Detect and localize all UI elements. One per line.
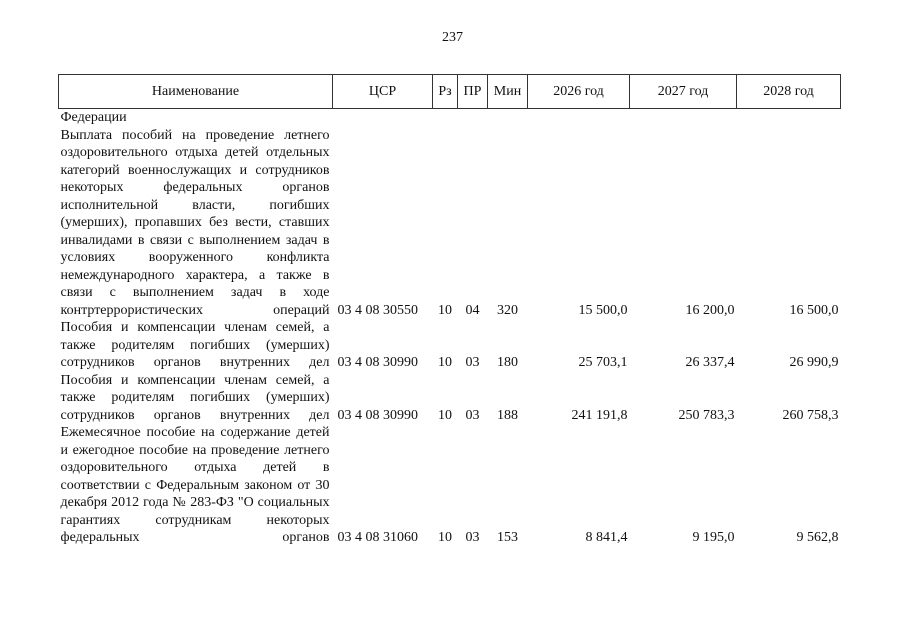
row-2026: 25 703,1 bbox=[578, 355, 628, 370]
continuation-row bbox=[59, 109, 841, 127]
row-pr: 04 bbox=[465, 302, 480, 318]
row-csr: 03 4 08 30990 bbox=[337, 355, 418, 370]
row-2027: 250 783,3 bbox=[678, 407, 735, 423]
row-name: Выплата пособий на проведение летнего оздоровительного отдыха детей отдельных категорий военнослужащих и сотрудников некоторых федеральных органов исполнительной власти, погибших (умерших), пропавших без вести, ставших инвалидами в связи с выполнением задач в условиях вооруженного конфликта немеждународного характера, а также в связи с выполнением задач в ходе контртеррористических операций bbox=[60, 127, 330, 318]
header-csr: ЦСР bbox=[333, 75, 433, 109]
row-min: 153 bbox=[497, 530, 518, 545]
row-min: 320 bbox=[497, 302, 518, 318]
row-rz: 10 bbox=[438, 530, 452, 545]
page-number: 237 bbox=[442, 30, 463, 45]
row-pr: 03 bbox=[465, 407, 480, 423]
row-csr: 03 4 08 31060 bbox=[337, 530, 418, 545]
row-2028: 260 758,3 bbox=[782, 407, 839, 423]
table-header bbox=[59, 75, 841, 109]
budget-table bbox=[58, 74, 841, 547]
row-rz: 10 bbox=[438, 355, 452, 370]
table-row bbox=[59, 127, 841, 320]
row-csr: 03 4 08 30550 bbox=[337, 302, 418, 318]
header-2027: 2027 год bbox=[630, 75, 737, 109]
header-rz: Рз bbox=[433, 75, 458, 109]
row-name: Пособия и компенсации членам семей, а также родителям погибших (умерших) сотрудников органов внутренних дел bbox=[60, 320, 330, 370]
row-name: Пособия и компенсации членам семей, а также родителям погибших (умерших) сотрудников органов внутренних дел bbox=[60, 372, 330, 423]
table-row bbox=[59, 424, 841, 547]
header-name: Наименование bbox=[59, 75, 333, 109]
header-min: Мин bbox=[488, 75, 528, 109]
continuation-text: Федерации bbox=[60, 110, 127, 125]
row-min: 188 bbox=[497, 407, 518, 423]
row-2027: 16 200,0 bbox=[685, 302, 735, 318]
header-pr: ПР bbox=[458, 75, 488, 109]
row-rz: 10 bbox=[438, 302, 452, 318]
row-2028: 26 990,9 bbox=[789, 355, 839, 370]
row-2028: 9 562,8 bbox=[796, 530, 839, 545]
row-name: Ежемесячное пособие на содержание детей и ежегодное пособие на проведение летнего оздоровительного отдыха детей в соответствии с Федеральным законом от 30 декабря 2012 года № 283-ФЗ "О социальных гарантиях сотрудникам некоторых федеральных органов bbox=[60, 425, 330, 545]
row-2027: 9 195,0 bbox=[692, 530, 735, 545]
row-pr: 03 bbox=[465, 530, 480, 545]
header-2026: 2026 год bbox=[528, 75, 630, 109]
table-row bbox=[59, 319, 841, 372]
table-row bbox=[59, 372, 841, 425]
header-2028: 2028 год bbox=[737, 75, 841, 109]
row-2026: 8 841,4 bbox=[585, 530, 628, 545]
row-2027: 26 337,4 bbox=[685, 355, 735, 370]
row-2026: 15 500,0 bbox=[578, 302, 628, 318]
row-rz: 10 bbox=[438, 407, 452, 423]
row-2028: 16 500,0 bbox=[789, 302, 839, 318]
row-2026: 241 191,8 bbox=[571, 407, 628, 423]
row-pr: 03 bbox=[465, 355, 480, 370]
row-csr: 03 4 08 30990 bbox=[337, 407, 418, 423]
row-min: 180 bbox=[497, 355, 518, 370]
